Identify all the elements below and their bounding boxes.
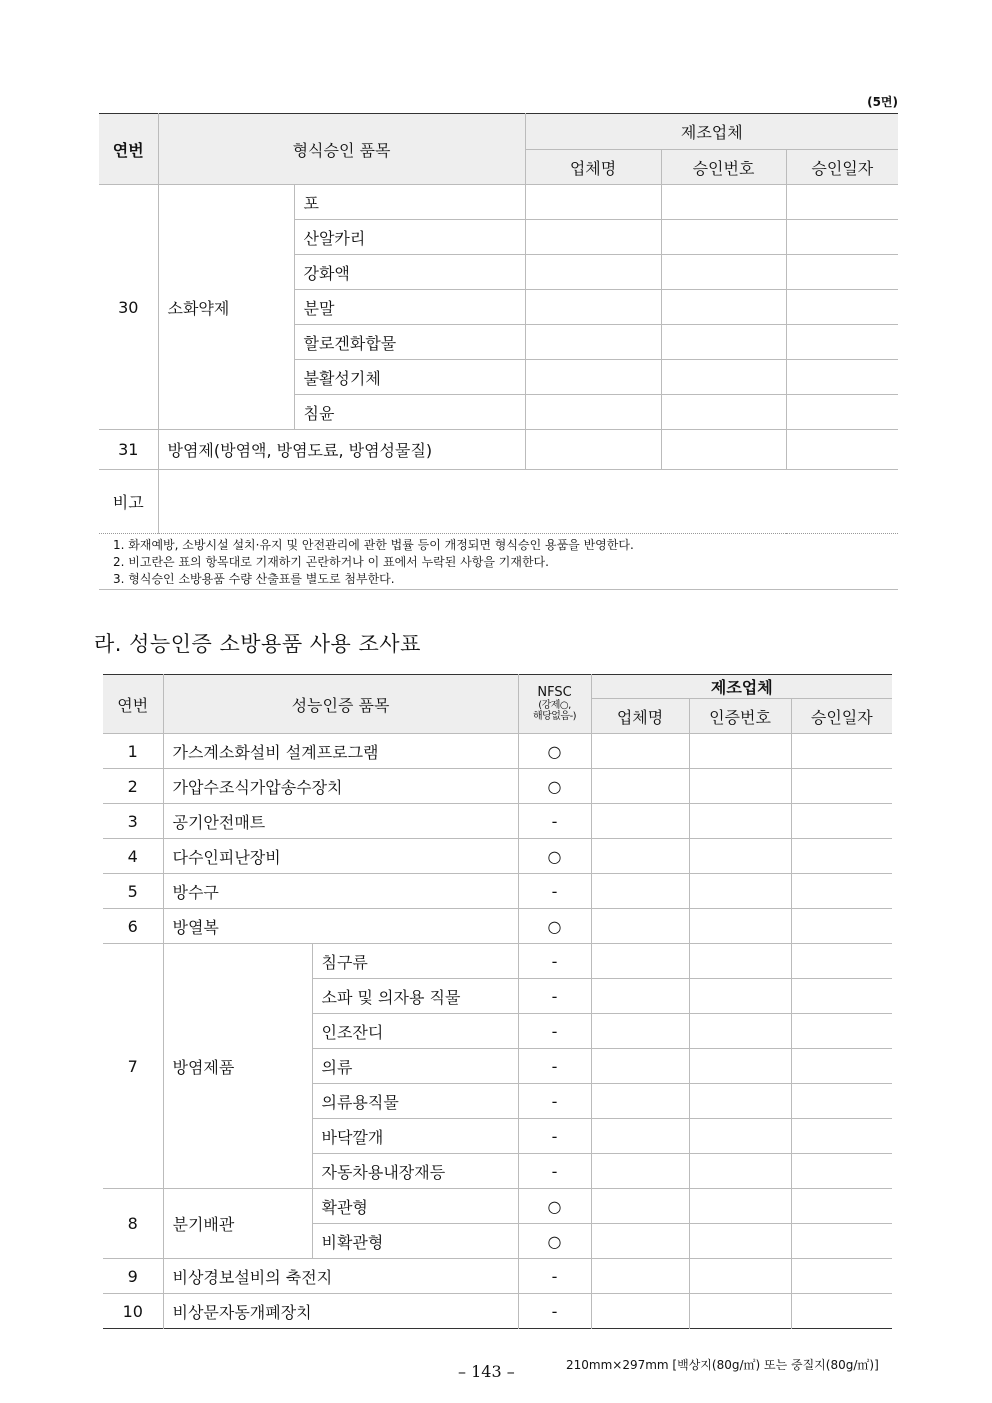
company-cell[interactable] <box>525 430 661 470</box>
approval-date-cell[interactable] <box>791 1049 892 1084</box>
sub-item: 침윤 <box>294 395 525 430</box>
approval-date-cell[interactable] <box>791 944 892 979</box>
remark-label: 비고 <box>99 470 158 534</box>
row-number: 4 <box>103 839 163 874</box>
cert-no-cell[interactable] <box>689 839 791 874</box>
approval-date-cell[interactable] <box>786 395 898 430</box>
nfsc-mark: - <box>518 1119 591 1154</box>
table-row <box>103 1189 892 1224</box>
header-company: 업체명 <box>591 699 689 734</box>
header-seq: 연번 <box>99 114 158 185</box>
type-approval-table <box>99 113 898 590</box>
cert-no-cell[interactable] <box>689 1084 791 1119</box>
approval-no-cell[interactable] <box>661 220 786 255</box>
nfsc-mark: - <box>518 1294 591 1329</box>
header-approval-no: 승인번호 <box>661 150 786 185</box>
sub-item: 분말 <box>294 290 525 325</box>
company-cell[interactable] <box>591 1224 689 1259</box>
notes <box>99 534 898 590</box>
company-cell[interactable] <box>591 1259 689 1294</box>
header-company: 업체명 <box>525 150 661 185</box>
page-number: – 143 – <box>458 1362 515 1381</box>
approval-date-cell[interactable] <box>786 185 898 220</box>
approval-date-cell[interactable] <box>791 1259 892 1294</box>
row-number: 1 <box>103 734 163 769</box>
row-item-name: 방염제품 <box>163 944 312 1189</box>
note-3: 3. 형식승인 소방용품 수량 산출표를 별도로 첨부한다. <box>113 572 395 586</box>
nfsc-mark: ○ <box>518 909 591 944</box>
approval-date-cell[interactable] <box>786 290 898 325</box>
approval-date-cell[interactable] <box>791 1189 892 1224</box>
cert-no-cell[interactable] <box>689 1119 791 1154</box>
nfsc-mark: - <box>518 979 591 1014</box>
remark-field[interactable] <box>158 470 898 534</box>
note-1: 1. 화재예방, 소방시설 설치·유지 및 안전관리에 관한 법률 등이 개정되면 형식승인 용품을 반영한다. <box>113 538 634 552</box>
nfsc-mark: - <box>518 1014 591 1049</box>
approval-date-cell[interactable] <box>791 1084 892 1119</box>
company-cell[interactable] <box>591 874 689 909</box>
table-row <box>103 909 892 944</box>
row-item-name: 분기배관 <box>163 1189 312 1259</box>
section-title: 라. 성능인증 소방용품 사용 조사표 <box>94 632 421 656</box>
row-item-name: 소화약제 <box>158 185 294 430</box>
header-item: 형식승인 품목 <box>158 114 525 185</box>
approval-date-cell[interactable] <box>791 1119 892 1154</box>
approval-no-cell[interactable] <box>661 430 786 470</box>
approval-date-cell[interactable] <box>786 220 898 255</box>
row-number: 8 <box>103 1189 163 1259</box>
nfsc-mark: ○ <box>518 839 591 874</box>
sub-item: 비확관형 <box>312 1224 518 1259</box>
company-cell[interactable] <box>591 979 689 1014</box>
cert-no-cell[interactable] <box>689 979 791 1014</box>
approval-date-cell[interactable] <box>791 909 892 944</box>
nfsc-mark: - <box>518 804 591 839</box>
row-number: 10 <box>103 1294 163 1329</box>
approval-date-cell[interactable] <box>791 734 892 769</box>
approval-date-cell[interactable] <box>791 839 892 874</box>
company-cell[interactable] <box>591 1049 689 1084</box>
table-row <box>103 804 892 839</box>
cert-no-cell[interactable] <box>689 944 791 979</box>
row-number: 9 <box>103 1259 163 1294</box>
row-item-name: 방수구 <box>163 874 518 909</box>
company-cell[interactable] <box>525 255 661 290</box>
nfsc-mark: ○ <box>518 734 591 769</box>
row-item-name: 방열복 <box>163 909 518 944</box>
company-cell[interactable] <box>591 1084 689 1119</box>
sub-item: 확관형 <box>312 1189 518 1224</box>
approval-date-cell[interactable] <box>791 1224 892 1259</box>
company-cell[interactable] <box>591 1119 689 1154</box>
table-row <box>103 874 892 909</box>
company-cell[interactable] <box>591 769 689 804</box>
nfsc-mark: - <box>518 874 591 909</box>
nfsc-mark: - <box>518 1154 591 1189</box>
company-cell[interactable] <box>591 1294 689 1329</box>
sub-item: 자동차용내장재등 <box>312 1154 518 1189</box>
sub-item: 강화액 <box>294 255 525 290</box>
approval-date-cell[interactable] <box>791 874 892 909</box>
table-row <box>99 430 898 470</box>
approval-date-cell[interactable] <box>786 430 898 470</box>
header-seq: 연번 <box>103 675 163 734</box>
sub-item: 소파 및 의자용 직물 <box>312 979 518 1014</box>
approval-no-cell[interactable] <box>661 325 786 360</box>
approval-date-cell[interactable] <box>791 979 892 1014</box>
page-label: (5면) <box>867 95 898 109</box>
paper-spec: 210mm×297mm [백상지(80g/㎡) 또는 중질지(80g/㎡)] <box>566 1358 879 1372</box>
nfsc-mark: - <box>518 1084 591 1119</box>
approval-no-cell[interactable] <box>661 255 786 290</box>
sub-item: 인조잔디 <box>312 1014 518 1049</box>
table-row <box>103 734 892 769</box>
company-cell[interactable] <box>591 1014 689 1049</box>
approval-date-cell[interactable] <box>791 1154 892 1189</box>
cert-no-cell[interactable] <box>689 1049 791 1084</box>
header-item: 성능인증 품목 <box>163 675 518 734</box>
cert-no-cell[interactable] <box>689 874 791 909</box>
table-row <box>103 1259 892 1294</box>
sub-item: 침구류 <box>312 944 518 979</box>
header-maker: 제조업체 <box>591 675 892 699</box>
company-cell[interactable] <box>591 734 689 769</box>
company-cell[interactable] <box>525 290 661 325</box>
table-row <box>103 839 892 874</box>
cert-no-cell[interactable] <box>689 769 791 804</box>
company-cell[interactable] <box>591 1189 689 1224</box>
approval-date-cell[interactable] <box>786 325 898 360</box>
header-maker: 제조업체 <box>525 114 898 150</box>
table-row <box>103 944 892 979</box>
row-number: 2 <box>103 769 163 804</box>
company-cell[interactable] <box>591 944 689 979</box>
nfsc-title: NFSC <box>537 685 572 700</box>
nfsc-mark: ○ <box>518 1189 591 1224</box>
row-number: 31 <box>99 430 158 470</box>
sub-item: 의류용직물 <box>312 1084 518 1119</box>
header-cert-no: 인증번호 <box>689 699 791 734</box>
row-item-name: 비상문자동개폐장치 <box>163 1294 518 1329</box>
remark-row <box>99 470 898 534</box>
approval-date-cell[interactable] <box>791 1294 892 1329</box>
company-cell[interactable] <box>591 804 689 839</box>
cert-no-cell[interactable] <box>689 1154 791 1189</box>
company-cell[interactable] <box>525 395 661 430</box>
cert-no-cell[interactable] <box>689 1259 791 1294</box>
nfsc-mark: ○ <box>518 1224 591 1259</box>
header-approval-date: 승인일자 <box>791 699 892 734</box>
approval-date-cell[interactable] <box>786 360 898 395</box>
approval-date-cell[interactable] <box>791 804 892 839</box>
row-number: 5 <box>103 874 163 909</box>
sub-item: 의류 <box>312 1049 518 1084</box>
sub-item: 산알카리 <box>294 220 525 255</box>
nfsc-mark: - <box>518 944 591 979</box>
approval-date-cell[interactable] <box>786 255 898 290</box>
nfsc-mark: - <box>518 1259 591 1294</box>
cert-no-cell[interactable] <box>689 1189 791 1224</box>
company-cell[interactable] <box>525 185 661 220</box>
note-2: 2. 비고란은 표의 항목대로 기재하기 곤란하거나 이 표에서 누락된 사항을 기재한다. <box>113 555 549 569</box>
row-number: 7 <box>103 944 163 1189</box>
sub-item: 불활성기체 <box>294 360 525 395</box>
nfsc-mark: ○ <box>518 769 591 804</box>
cert-no-cell[interactable] <box>689 1224 791 1259</box>
row-number: 30 <box>99 185 158 430</box>
cert-no-cell[interactable] <box>689 1294 791 1329</box>
performance-cert-table <box>103 674 892 1329</box>
table-row <box>99 185 898 220</box>
notes-row <box>99 534 898 590</box>
company-cell[interactable] <box>525 325 661 360</box>
row-item-name: 방염제(방염액, 방염도료, 방염성물질) <box>158 430 525 470</box>
company-cell[interactable] <box>591 839 689 874</box>
approval-date-cell[interactable] <box>791 1014 892 1049</box>
company-cell[interactable] <box>525 360 661 395</box>
row-item-name: 공기안전매트 <box>163 804 518 839</box>
row-item-name: 다수인피난장비 <box>163 839 518 874</box>
row-item-name: 가압수조식가압송수장치 <box>163 769 518 804</box>
approval-no-cell[interactable] <box>661 290 786 325</box>
cert-no-cell[interactable] <box>689 909 791 944</box>
company-cell[interactable] <box>591 1154 689 1189</box>
company-cell[interactable] <box>525 220 661 255</box>
row-item-name: 비상경보설비의 축전지 <box>163 1259 518 1294</box>
cert-no-cell[interactable] <box>689 1014 791 1049</box>
approval-no-cell[interactable] <box>661 185 786 220</box>
cert-no-cell[interactable] <box>689 804 791 839</box>
table-row <box>103 1294 892 1329</box>
sub-item: 포 <box>294 185 525 220</box>
approval-no-cell[interactable] <box>661 360 786 395</box>
header-approval-date: 승인일자 <box>786 150 898 185</box>
nfsc-mark: - <box>518 1049 591 1084</box>
table-row <box>103 769 892 804</box>
row-item-name: 가스계소화설비 설계프로그램 <box>163 734 518 769</box>
header-nfsc <box>518 675 591 734</box>
sub-item: 바닥깔개 <box>312 1119 518 1154</box>
nfsc-sub2: 해당없음-) <box>532 711 577 722</box>
approval-date-cell[interactable] <box>791 769 892 804</box>
cert-no-cell[interactable] <box>689 734 791 769</box>
row-number: 6 <box>103 909 163 944</box>
company-cell[interactable] <box>591 909 689 944</box>
sub-item: 할로겐화합물 <box>294 325 525 360</box>
nfsc-sub1: (강제○, <box>538 700 571 711</box>
row-number: 3 <box>103 804 163 839</box>
approval-no-cell[interactable] <box>661 395 786 430</box>
